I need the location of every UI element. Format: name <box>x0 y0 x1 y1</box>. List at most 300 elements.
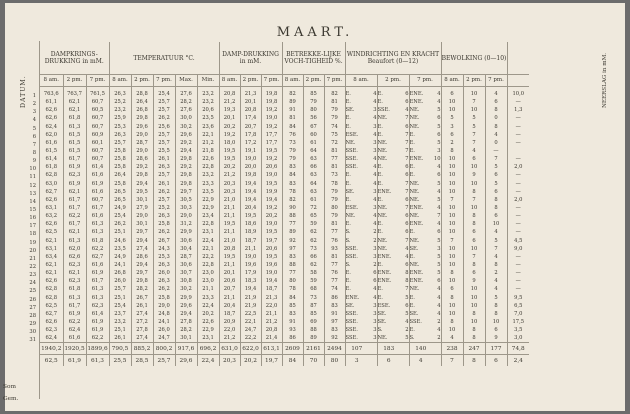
table-cell: 19,0 <box>261 114 282 122</box>
table-cell: 17,9 <box>240 269 261 277</box>
table-cell: 17,7 <box>261 139 282 147</box>
table-cell: 18,9 <box>240 228 261 236</box>
table-cell: E. <box>377 131 400 139</box>
table-cell: 60,7 <box>86 196 109 204</box>
day-number: 13 <box>29 190 36 197</box>
table-cell: 26,3 <box>153 261 175 269</box>
day-number: 21 <box>29 255 36 262</box>
table-cell: 19,5 <box>261 147 282 155</box>
table-cell: 23,4 <box>197 212 219 220</box>
table-row <box>40 220 529 228</box>
table-cell: 78 <box>282 285 303 293</box>
som-cell: 247 <box>463 343 485 355</box>
table-cell: 60,7 <box>86 147 109 155</box>
gem-cell: 61,9 <box>63 355 86 367</box>
table-cell: 6 <box>405 213 409 220</box>
table-cell: 19,5 <box>219 220 240 228</box>
table-cell: 83 <box>282 180 303 188</box>
table-cell: 29,8 <box>131 171 153 179</box>
table-cell: ENE. <box>409 155 432 163</box>
table-cell: 7 <box>405 148 409 155</box>
table-cell: 21,8 <box>197 147 219 155</box>
table-cell: 72 <box>324 139 345 147</box>
table-cell: 22,0 <box>219 326 240 334</box>
table-cell: 25,8 <box>153 220 175 228</box>
table-cell: 3 <box>373 245 377 252</box>
table-cell: 20,9 <box>219 318 240 326</box>
day-number: 2 <box>32 101 36 108</box>
table-cell: 9 <box>463 277 485 285</box>
som-cell: 1940,2 <box>40 343 63 355</box>
table-cell: ESE. <box>345 131 368 139</box>
table-cell: 62,1 <box>63 98 86 106</box>
table-cell: 87 <box>303 302 324 310</box>
table-cell: 28,2 <box>131 285 153 293</box>
table-cell: 5 <box>463 123 485 131</box>
table-cell: 61,7 <box>63 196 86 204</box>
table-cell: 21,1 <box>261 310 282 318</box>
table-cell: — <box>507 123 529 131</box>
table-cell: 7 <box>405 286 409 293</box>
table-cell: 78 <box>282 188 303 196</box>
wind-header <box>345 42 441 75</box>
table-cell: 4 <box>373 172 377 179</box>
table-cell: 22,1 <box>197 131 219 139</box>
table-cell: 20,1 <box>219 269 240 277</box>
table-cell: 10 <box>463 163 485 171</box>
table-cell: 5 <box>485 294 507 302</box>
table-cell: 62,0 <box>45 131 58 138</box>
table-cell: 26,4 <box>131 98 153 106</box>
table-cell: NE. <box>377 334 400 343</box>
table-cell: 10 <box>463 106 485 114</box>
table-cell: 25,7 <box>153 196 175 204</box>
table-cell: 26,3 <box>109 131 131 139</box>
table-cell: 25,7 <box>109 139 131 147</box>
som-label: Som <box>3 384 16 390</box>
day-number: 24 <box>29 280 36 287</box>
table-cell: 63,1 <box>45 245 58 252</box>
table-cell: 10 <box>463 302 485 310</box>
table-cell: SSE. <box>345 318 368 326</box>
day-number: 15 <box>29 206 36 213</box>
gem-cell: 20,2 <box>240 355 261 367</box>
table-cell: E. <box>409 302 432 310</box>
table-cell: 25,7 <box>153 98 175 106</box>
table-cell: 29,8 <box>131 277 153 285</box>
table-cell: 0 <box>485 139 507 147</box>
table-cell: 21,1 <box>219 261 240 269</box>
table-cell: 10 <box>441 302 463 310</box>
table-cell: 25,7 <box>153 139 175 147</box>
table-cell: 26,0 <box>153 326 175 334</box>
table-cell: E. <box>409 253 432 261</box>
day-column <box>6 92 40 344</box>
table-cell: 18,0 <box>219 139 240 147</box>
table-cell: 61,5 <box>63 131 86 139</box>
table-cell: 24,1 <box>109 261 131 269</box>
table-cell: 19,6 <box>240 261 261 269</box>
drukking-header: DAMPKRINGS-DRUKKING in mM. <box>40 42 109 75</box>
table-cell: 29,0 <box>131 147 153 155</box>
table-cell: — <box>507 114 529 122</box>
table-cell: — <box>507 98 529 106</box>
table-cell: 2 <box>485 269 507 277</box>
table-cell: SSE. <box>345 155 368 163</box>
table-cell: 62,8 <box>45 172 58 179</box>
table-cell: 2 <box>373 262 377 269</box>
table-row <box>40 98 529 106</box>
neerslag-cell <box>507 42 529 75</box>
table-cell: 6 <box>441 90 463 98</box>
table-cell: 20,4 <box>219 302 240 310</box>
table-cell: 62,1 <box>63 228 86 236</box>
table-cell: 30,5 <box>175 196 197 204</box>
table-cell: 4 <box>437 164 441 171</box>
table-cell: 4 <box>437 91 441 98</box>
table-cell: SE. <box>377 310 400 318</box>
table-cell: E. <box>345 277 368 285</box>
table-row <box>40 212 529 220</box>
table-cell: 81 <box>324 220 345 228</box>
table-cell: 29,7 <box>131 269 153 277</box>
table-cell: 3 <box>437 148 441 155</box>
table-cell: 61,7 <box>86 204 109 212</box>
table-cell: E. <box>409 139 432 147</box>
table-row <box>40 237 529 245</box>
table-cell: 63,1 <box>45 205 58 212</box>
table-cell: 61,5 <box>45 148 58 155</box>
table-cell: 88 <box>303 326 324 334</box>
table-cell: 29,4 <box>131 180 153 188</box>
table-row <box>40 180 529 188</box>
table-cell: 1,3 <box>507 106 529 114</box>
table-cell: 6 <box>405 196 409 203</box>
table-cell: 10 <box>441 155 463 163</box>
table-cell: 67 <box>303 123 324 131</box>
table-cell: 5 <box>485 180 507 188</box>
table-cell: SSE. <box>345 326 368 334</box>
table-cell: 26,3 <box>153 277 175 285</box>
table-row <box>40 285 529 293</box>
subheader-cell: 7 pm. <box>261 75 282 87</box>
table-cell: NE. <box>409 180 432 188</box>
table-cell: 22,8 <box>197 163 219 171</box>
table-cell: 62,3 <box>86 302 109 310</box>
table-cell: 26,0 <box>153 269 175 277</box>
table-cell: 10 <box>441 310 463 318</box>
table-cell: 29,2 <box>175 139 197 147</box>
table-cell: 85 <box>282 302 303 310</box>
table-cell: NE. <box>377 155 400 163</box>
table-cell: 20,8 <box>240 106 261 114</box>
table-cell: 59 <box>303 220 324 228</box>
table-cell: 2,0 <box>507 196 529 204</box>
table-cell: 7 <box>463 139 485 147</box>
table-cell: 21,2 <box>197 139 219 147</box>
table-cell: SSE. <box>409 318 432 326</box>
table-cell: 4 <box>373 131 377 138</box>
table-cell: ENE. <box>409 98 432 106</box>
table-cell: 79 <box>303 98 324 106</box>
table-cell: 28,6 <box>131 155 153 163</box>
table-cell: 10 <box>441 245 463 253</box>
table-cell: E. <box>345 269 368 277</box>
table-cell: SE. <box>345 302 368 310</box>
table-cell: 2 <box>373 237 377 244</box>
table-cell: 20,1 <box>219 114 240 122</box>
table-cell: 61,6 <box>86 261 109 269</box>
subheader-cell: 7 pm. <box>409 75 441 87</box>
table-cell: 2 <box>441 139 463 147</box>
table-cell: 10 <box>441 277 463 285</box>
table-cell: 10 <box>463 318 485 326</box>
table-cell: E. <box>409 294 432 302</box>
gem-cell: 4 <box>409 355 432 367</box>
table-cell: S. <box>345 261 368 269</box>
subheader-row <box>40 75 529 87</box>
table-cell: 62,2 <box>86 334 109 343</box>
table-cell: — <box>507 188 529 196</box>
table-cell: 23,3 <box>197 180 219 188</box>
day-number: 5 <box>32 125 36 132</box>
subheader-cell: 8 am. <box>282 75 303 87</box>
table-cell: 26,8 <box>109 269 131 277</box>
table-cell: 62,1 <box>45 270 58 277</box>
table-cell: 3 <box>373 327 377 334</box>
table-cell: 8 <box>463 220 485 228</box>
table-cell: 7 <box>463 98 485 106</box>
day-number: 7 <box>32 141 36 148</box>
som-cell: 800,2 <box>153 343 175 355</box>
table-cell: 5 <box>405 294 409 301</box>
table-cell: 3,0 <box>507 334 529 343</box>
som-cell <box>368 343 377 355</box>
table-cell: 61,6 <box>86 188 109 196</box>
day-number: 1 <box>32 93 36 99</box>
day-number: 10 <box>29 166 36 173</box>
day-number: 14 <box>29 198 36 205</box>
table-cell: 19,4 <box>240 180 261 188</box>
table-cell: 22,6 <box>197 318 219 326</box>
table-cell: 61,8 <box>63 114 86 122</box>
table-cell: 0 <box>485 114 507 122</box>
table-cell: 29,0 <box>153 302 175 310</box>
table-cell: 5 <box>437 180 441 187</box>
table-cell: 7 <box>485 155 507 163</box>
day-number: 18 <box>29 231 36 238</box>
table-cell: 6 <box>437 278 441 285</box>
table-cell: 19,2 <box>261 123 282 131</box>
table-cell: 20,3 <box>219 188 240 196</box>
table-cell: E. <box>345 285 368 293</box>
table-cell: 21,2 <box>219 334 240 343</box>
day-number: 6 <box>32 133 36 140</box>
table-cell: 22,1 <box>197 245 219 253</box>
table-cell: 20,2 <box>261 212 282 220</box>
table-cell: 60,9 <box>86 131 109 139</box>
table-cell: 4 <box>405 107 409 114</box>
table-cell: 61,7 <box>63 204 86 212</box>
gem-cell: 62,5 <box>40 355 63 367</box>
table-cell: 10 <box>463 294 485 302</box>
table-cell: 5 <box>485 237 507 245</box>
table-cell: 85 <box>303 90 324 98</box>
gem-cell: 84 <box>282 355 303 367</box>
gem-cell: 19,7 <box>261 355 282 367</box>
table-cell: 4 <box>373 99 377 106</box>
table-cell: ENE. <box>409 204 432 212</box>
table-cell: 8 <box>463 334 485 343</box>
table-cell: 21,0 <box>219 196 240 204</box>
day-number: 31 <box>29 337 36 344</box>
table-row <box>40 326 529 334</box>
table-cell: 61,7 <box>86 277 109 285</box>
table-cell: 25,4 <box>109 302 131 310</box>
table-cell: NE. <box>377 245 400 253</box>
table-cell: 79 <box>282 147 303 155</box>
table-cell: 25,7 <box>153 171 175 179</box>
table-cell: 74 <box>324 285 345 293</box>
table-cell: E. <box>377 261 400 269</box>
table-cell: 5 <box>485 163 507 171</box>
table-cell: 7 <box>405 205 409 212</box>
table-cell: 25,1 <box>109 294 131 302</box>
table-cell: SE. <box>409 310 432 318</box>
table-cell: 10 <box>441 326 463 334</box>
table-cell: 29,8 <box>175 180 197 188</box>
table-cell: 21,1 <box>219 212 240 220</box>
table-cell: 91 <box>282 106 303 114</box>
day-number: 20 <box>29 247 36 254</box>
table-cell: 25,8 <box>109 163 131 171</box>
table-cell: 8 <box>485 204 507 212</box>
table-cell: 26,7 <box>131 294 153 302</box>
table-cell: 61,4 <box>45 156 58 163</box>
table-cell: 61,9 <box>63 310 86 318</box>
table-cell: SSE. <box>377 106 400 114</box>
table-cell: 72 <box>303 204 324 212</box>
table-cell: 4 <box>437 188 441 195</box>
table-cell: 29,0 <box>131 212 153 220</box>
table-cell: 7 <box>405 156 409 163</box>
table-cell: 28,6 <box>131 253 153 261</box>
table-cell: 62 <box>303 228 324 236</box>
table-cell: 5 <box>437 253 441 260</box>
table-cell: 4 <box>437 205 441 212</box>
table-cell: 19,9 <box>261 188 282 196</box>
gem-cell: 70 <box>303 355 324 367</box>
table-cell: 30,3 <box>175 204 197 212</box>
gem-cell <box>400 355 409 367</box>
table-cell: 23,2 <box>197 171 219 179</box>
table-cell: 3 <box>373 302 377 309</box>
table-cell: E. <box>377 98 400 106</box>
table-cell: NE. <box>345 139 368 147</box>
gem-cell: 61,3 <box>86 355 109 367</box>
table-cell <box>507 147 529 155</box>
table-cell: 77 <box>324 228 345 236</box>
temperatuur-header: TEMPERATUUR °C. <box>109 42 219 75</box>
table-cell: NE. <box>409 237 432 245</box>
table-cell: 3 <box>373 310 377 317</box>
subheader-cell: 8 am. <box>441 75 463 87</box>
table-cell: 24,7 <box>240 326 261 334</box>
table-cell: 62,6 <box>45 107 58 114</box>
table-cell: 22,6 <box>197 155 219 163</box>
table-cell: NE. <box>409 196 432 204</box>
table-cell: 29,4 <box>175 147 197 155</box>
table-cell: 68 <box>303 285 324 293</box>
table-cell: E. <box>377 228 400 236</box>
table-cell: 61,8 <box>86 237 109 245</box>
table-cell: 84 <box>282 123 303 131</box>
table-cell: S. <box>345 237 368 245</box>
table-cell: 97 <box>282 245 303 253</box>
table-cell: 25,4 <box>153 90 175 98</box>
som-cell: 917,6 <box>175 343 197 355</box>
table-cell: 61,5 <box>63 139 86 147</box>
table-cell: — <box>507 180 529 188</box>
wind-subtitle: Beaufort (0—12) <box>367 58 419 65</box>
som-cell: 2161 <box>303 343 324 355</box>
table-cell: E. <box>377 171 400 179</box>
table-cell: 61,8 <box>63 285 86 293</box>
table-cell: 17,4 <box>240 114 261 122</box>
table-cell: 10 <box>441 106 463 114</box>
table-cell: 79 <box>324 196 345 204</box>
table-cell: 7,0 <box>507 310 529 318</box>
table-cell: NE. <box>409 106 432 114</box>
table-cell: 93 <box>324 245 345 253</box>
table-cell: 61,9 <box>86 180 109 188</box>
table-cell: 75 <box>324 131 345 139</box>
table-cell: SSE. <box>345 334 368 343</box>
table-row <box>40 155 529 163</box>
table-cell: ENE. <box>409 277 432 285</box>
table-cell: 22,9 <box>197 326 219 334</box>
table-cell: 66 <box>303 253 324 261</box>
table-cell: 27,8 <box>131 326 153 334</box>
table-cell: 23,5 <box>197 114 219 122</box>
table-cell: E. <box>345 220 368 228</box>
table-cell: 21,9 <box>240 294 261 302</box>
table-cell: 6 <box>463 237 485 245</box>
table-cell: 60,1 <box>86 139 109 147</box>
table-cell: — <box>485 147 507 155</box>
table-cell: 26,2 <box>109 220 131 228</box>
table-cell: SSE. <box>345 253 368 261</box>
table-cell: 6 <box>405 262 409 269</box>
table-cell: 8 <box>441 294 463 302</box>
som-cell: 885,2 <box>131 343 153 355</box>
table-cell: E. <box>345 90 368 98</box>
bewolking-header: BEWOLKING (0—10) <box>441 42 507 75</box>
table-cell: 26,8 <box>131 106 153 114</box>
subheader-cell: 8 am. <box>345 75 377 87</box>
table-cell: 30,8 <box>175 277 197 285</box>
table-cell: 3 <box>437 245 441 252</box>
table-cell: 85 <box>303 310 324 318</box>
table-cell: 61 <box>303 196 324 204</box>
table-cell: 19,8 <box>261 90 282 98</box>
day-number: 27 <box>29 304 36 311</box>
table-cell: 62,1 <box>45 262 58 269</box>
table-cell: 23,3 <box>197 294 219 302</box>
table-cell: 19,5 <box>261 180 282 188</box>
table-cell: 19,5 <box>219 147 240 155</box>
table-cell: 80 <box>324 204 345 212</box>
